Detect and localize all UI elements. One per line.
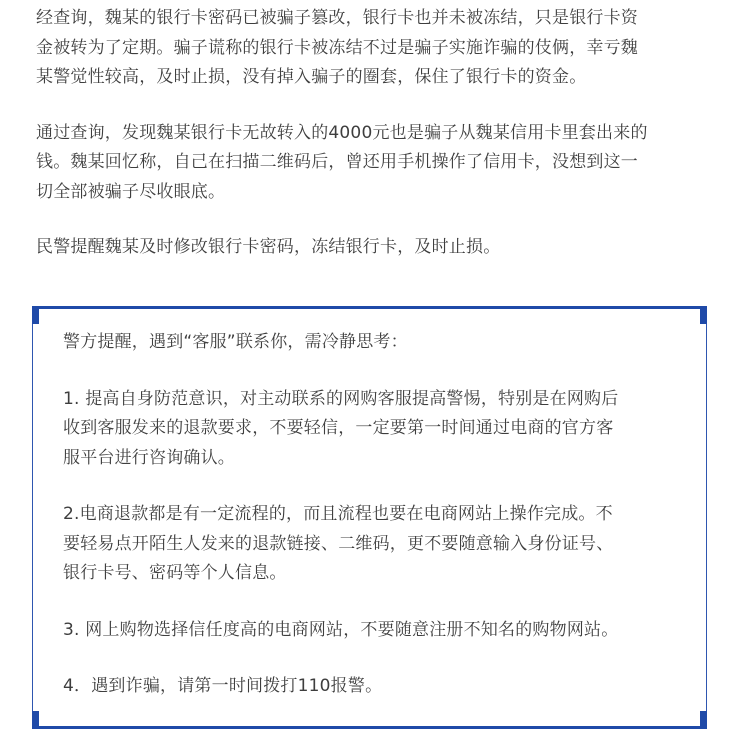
frame-corner-top-left — [32, 306, 39, 324]
notice-item-3: 3. 网上购物选择信任度高的电商网站，不要随意注册不知名的购物网站。 — [63, 619, 619, 640]
article-paragraph-1: 经查询，魏某的银行卡密码已被骗子篡改，银行卡也并未被冻结，只是银行卡资 金被转为了定期。骗子谎称的银行卡被冻结不过是骗子实施诈骗的伎俩，幸亏魏 某警觉性较高，及时止损，没有掉入骗子的圈套，保住了银行卡的资金。 — [36, 8, 638, 87]
notice-heading: 警方提醒，遇到“客服”联系你，需冷静思考： — [63, 332, 408, 352]
article-paragraph-2: 通过查询，发现魏某银行卡无故转入的4000元也是骗子从魏某信用卡里套出来的 钱。魏某回忆称，自己在扫描二维码后，曾还用手机操作了信用卡，没想到这一 切全部被骗子尽收眼底。 — [36, 122, 648, 202]
article-paragraph-3: 民警提醒魏某及时修改银行卡密码，冻结银行卡，及时止损。 — [36, 237, 501, 257]
article-body — [36, 4, 706, 263]
notice-item-1: 1. 提高自身防范意识，对主动联系的网购客服提高警惕，特别是在网购后 收到客服发来的退款要求，不要轻信，一定要第一时间通过电商的官方客 服平台进行咨询确认。 — [63, 388, 619, 468]
notice-item-2: 2.电商退款都是有一定流程的，而且流程也要在电商网站上操作完成。不 要轻易点开陌生人发来的退款链接、二维码，更不要随意输入身份证号、 银行卡号、密码等个人信息。 — [63, 504, 614, 583]
frame-corner-top-right — [700, 306, 707, 324]
frame-corner-bottom-right — [700, 711, 707, 729]
frame-corner-bottom-left — [32, 711, 39, 729]
notice-content — [63, 328, 683, 702]
notice-item-4: 4．遇到诈骗，请第一时间拨打110报警。 — [63, 676, 383, 696]
police-notice-box — [32, 306, 707, 729]
